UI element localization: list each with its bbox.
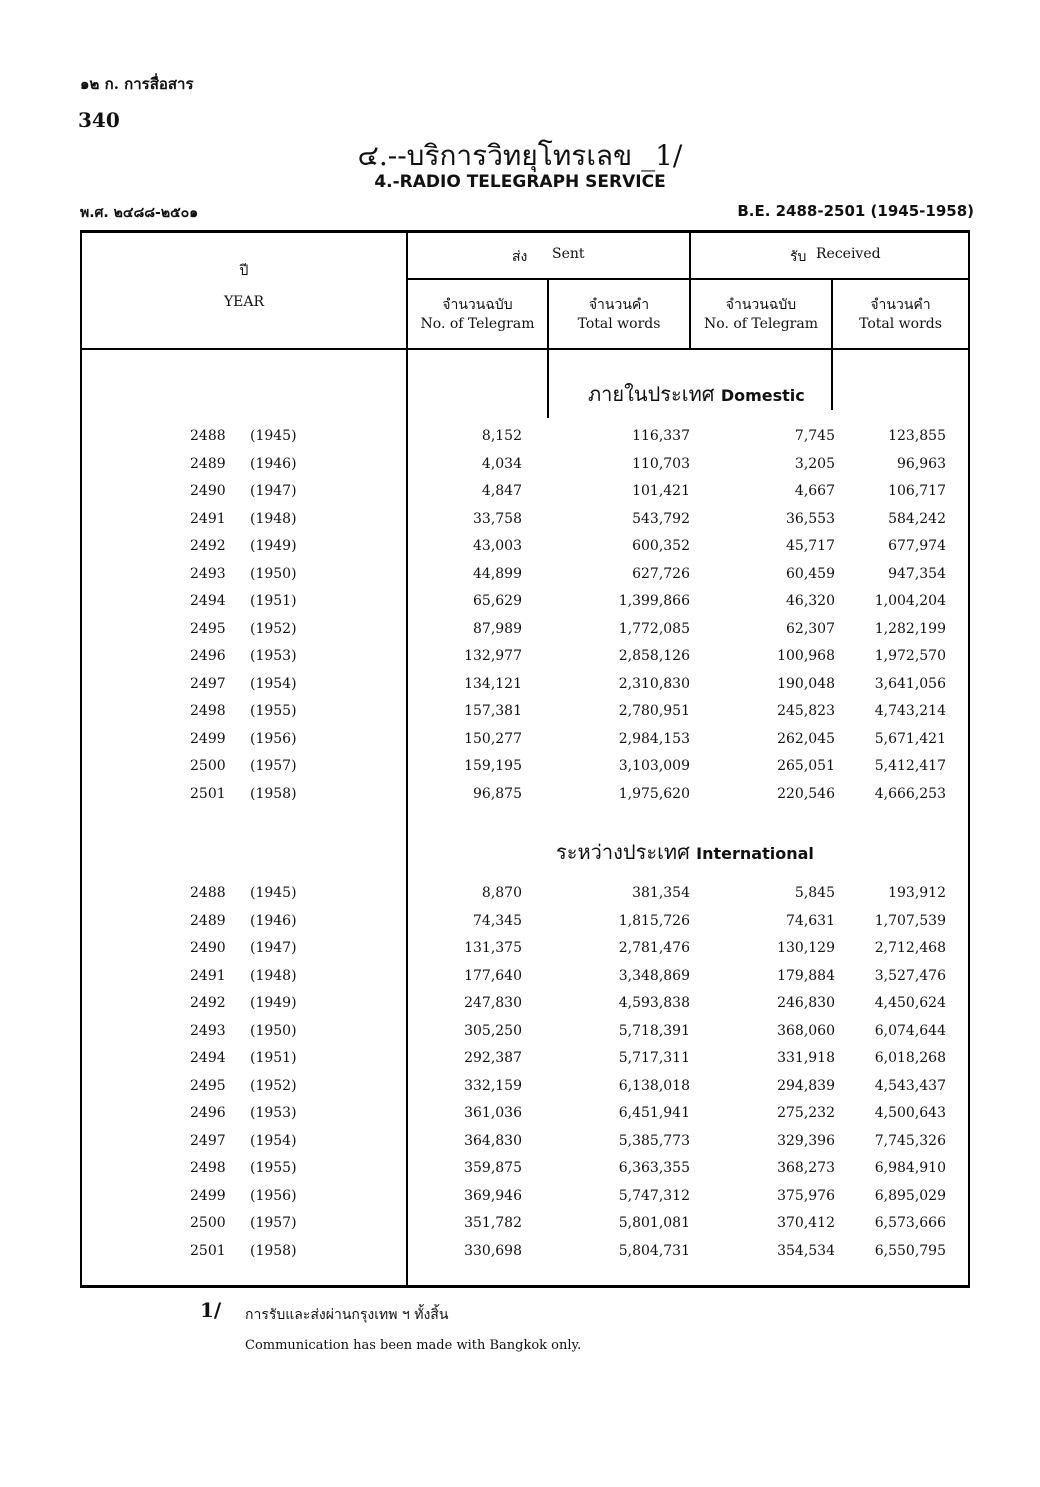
- table-row: [80, 968, 970, 995]
- cell-sent-words: 3,103,009: [618, 758, 690, 774]
- table-row: [80, 511, 970, 538]
- cell-received-telegram: 275,232: [777, 1105, 835, 1121]
- rule-subheader: [406, 278, 968, 280]
- cell-received-words: 3,527,476: [874, 967, 946, 984]
- cell-received-telegram: 46,320: [786, 593, 835, 609]
- cell-received-words: 3,641,056: [874, 675, 946, 692]
- header-received-telegram-thai: จำนวนฉบับ: [725, 297, 797, 313]
- header-year: [82, 262, 406, 312]
- rule-header-bottom: [82, 348, 968, 350]
- cell-year-ad: (1952): [250, 620, 297, 637]
- cell-sent-telegram: 292,387: [464, 1050, 522, 1066]
- cell-year-be: 2495: [190, 1077, 226, 1094]
- cell-sent-telegram: 351,782: [464, 1215, 522, 1231]
- cell-received-words: 1,004,204: [874, 593, 946, 609]
- table-row: [80, 758, 970, 785]
- cell-sent-words: 5,747,312: [618, 1187, 690, 1204]
- table-row: [80, 731, 970, 758]
- header-sent-words: [549, 296, 689, 334]
- cell-year-ad: (1958): [250, 785, 297, 802]
- cell-sent-words: 5,717,311: [618, 1050, 690, 1066]
- cell-sent-words: 4,593,838: [618, 995, 690, 1011]
- cell-year-be: 2492: [190, 995, 226, 1011]
- cell-year-be: 2497: [190, 675, 226, 692]
- cell-sent-words: 2,781,476: [618, 940, 690, 956]
- cell-received-telegram: 329,396: [777, 1132, 835, 1149]
- cell-received-telegram: 354,534: [777, 1242, 835, 1259]
- cell-received-telegram: 4,667: [794, 483, 835, 499]
- table-row: [80, 703, 970, 730]
- table-row: [80, 885, 970, 912]
- cell-year-ad: (1956): [250, 730, 297, 747]
- cell-received-telegram: 60,459: [786, 565, 835, 582]
- cell-received-words: 6,984,910: [874, 1160, 946, 1176]
- cell-year-be: 2493: [190, 1022, 226, 1039]
- cell-year-be: 2491: [190, 967, 226, 984]
- cell-year-ad: (1948): [250, 510, 297, 527]
- table-row: [80, 1188, 970, 1215]
- cell-received-words: 2,712,468: [874, 940, 946, 956]
- cell-sent-words: 110,703: [632, 455, 690, 472]
- cell-year-ad: (1955): [250, 1160, 297, 1176]
- cell-year-ad: (1954): [250, 675, 297, 692]
- cell-received-words: 5,671,421: [874, 730, 946, 747]
- table-row: [80, 593, 970, 620]
- era-thai: พ.ศ. ๒๔๘๘-๒๕๐๑: [80, 205, 199, 221]
- header-received-telegram: [691, 296, 831, 334]
- cell-received-telegram: 3,205: [794, 455, 835, 472]
- cell-sent-telegram: 44,899: [473, 565, 522, 582]
- cell-sent-words: 2,310,830: [618, 675, 690, 692]
- table-row: [80, 566, 970, 593]
- cell-year-be: 2497: [190, 1132, 226, 1149]
- cell-sent-telegram: 65,629: [473, 593, 522, 609]
- cell-year-ad: (1948): [250, 967, 297, 984]
- cell-sent-telegram: 4,034: [481, 455, 522, 472]
- cell-sent-words: 2,858,126: [618, 648, 690, 664]
- cell-sent-words: 6,451,941: [618, 1105, 690, 1121]
- header-received-thai: รับ: [790, 249, 807, 265]
- cell-sent-telegram: 8,870: [481, 885, 522, 901]
- cell-received-telegram: 262,045: [777, 730, 835, 747]
- cell-sent-words: 381,354: [632, 885, 690, 901]
- table-row: [80, 1078, 970, 1105]
- table-row: [80, 621, 970, 648]
- cell-received-telegram: 130,129: [777, 940, 835, 956]
- cell-received-words: 123,855: [888, 428, 946, 444]
- cell-sent-telegram: 134,121: [464, 675, 522, 692]
- cell-year-be: 2490: [190, 940, 226, 956]
- cell-year-be: 2493: [190, 565, 226, 582]
- header-received-en: Received: [816, 246, 881, 262]
- footnote-thai: การรับและส่งผ่านกรุงเทพ ฯ ทั้งสิ้น: [245, 1307, 449, 1323]
- cell-sent-telegram: 332,159: [464, 1077, 522, 1094]
- footnote-english: Communication has been made with Bangkok only.: [245, 1338, 582, 1353]
- cell-received-telegram: 100,968: [777, 648, 835, 664]
- cell-sent-words: 5,801,081: [618, 1215, 690, 1231]
- cell-sent-telegram: 4,847: [481, 483, 522, 499]
- cell-year-be: 2488: [190, 428, 226, 444]
- cell-sent-words: 2,780,951: [618, 703, 690, 719]
- cell-year-be: 2501: [190, 1242, 226, 1259]
- table-row: [80, 428, 970, 455]
- cell-year-ad: (1950): [250, 1022, 297, 1039]
- cell-received-telegram: 368,060: [777, 1022, 835, 1039]
- cell-sent-words: 1,815,726: [618, 912, 690, 929]
- cell-received-telegram: 5,845: [794, 885, 835, 901]
- cell-received-telegram: 331,918: [777, 1050, 835, 1066]
- cell-sent-telegram: 364,830: [464, 1132, 522, 1149]
- header-sent-telegram-thai: จำนวนฉบับ: [442, 297, 513, 313]
- cell-sent-telegram: 87,989: [473, 620, 522, 637]
- cell-year-be: 2488: [190, 885, 226, 901]
- cell-sent-telegram: 369,946: [464, 1187, 522, 1204]
- cell-received-words: 106,717: [888, 483, 946, 499]
- cell-year-ad: (1957): [250, 758, 297, 774]
- title-thai: ๔.--บริการวิทยุโทรเลข _1/: [357, 139, 683, 172]
- cell-received-words: 5,412,417: [874, 758, 946, 774]
- table-row: [80, 538, 970, 565]
- table-row: [80, 1215, 970, 1242]
- cell-received-telegram: 220,546: [777, 785, 835, 802]
- cell-sent-telegram: 330,698: [464, 1242, 522, 1259]
- cell-sent-words: 5,385,773: [618, 1132, 690, 1149]
- table-row: [80, 913, 970, 940]
- header-received-words-thai: จำนวนคำ: [870, 297, 931, 313]
- cell-sent-words: 627,726: [632, 565, 690, 582]
- cell-received-telegram: 62,307: [786, 620, 835, 637]
- cell-received-words: 4,666,253: [874, 785, 946, 802]
- cell-received-telegram: 36,553: [786, 510, 835, 527]
- cell-year-be: 2492: [190, 538, 226, 554]
- table-row: [80, 1133, 970, 1160]
- divider-body-sent: [547, 350, 549, 418]
- header-received-words: [833, 296, 968, 334]
- cell-received-words: 6,895,029: [874, 1187, 946, 1204]
- cell-received-telegram: 294,839: [777, 1077, 835, 1094]
- cell-received-telegram: 375,976: [777, 1187, 835, 1204]
- cell-year-be: 2494: [190, 593, 226, 609]
- cell-sent-telegram: 8,152: [481, 428, 522, 444]
- cell-received-words: 677,974: [888, 538, 946, 554]
- cell-year-ad: (1945): [250, 428, 297, 444]
- cell-sent-words: 1,399,866: [618, 593, 690, 609]
- cell-sent-telegram: 159,195: [464, 758, 522, 774]
- cell-year-ad: (1951): [250, 1050, 297, 1066]
- cell-year-ad: (1953): [250, 648, 297, 664]
- cell-received-words: 1,707,539: [874, 912, 946, 929]
- cell-year-ad: (1957): [250, 1215, 297, 1231]
- table-row: [80, 1050, 970, 1077]
- cell-received-words: 6,573,666: [874, 1215, 946, 1231]
- cell-sent-telegram: 96,875: [473, 785, 522, 802]
- cell-received-words: 7,745,326: [874, 1132, 946, 1149]
- table-row: [80, 1243, 970, 1270]
- header-year-en: YEAR: [223, 294, 265, 310]
- cell-year-ad: (1947): [250, 483, 297, 499]
- table-row: [80, 483, 970, 510]
- cell-received-words: 4,450,624: [874, 995, 946, 1011]
- cell-sent-words: 5,718,391: [618, 1022, 690, 1039]
- cell-year-ad: (1954): [250, 1132, 297, 1149]
- table-row: [80, 456, 970, 483]
- cell-year-ad: (1958): [250, 1242, 297, 1259]
- cell-year-ad: (1949): [250, 538, 297, 554]
- cell-year-be: 2498: [190, 703, 226, 719]
- cell-received-telegram: 7,745: [794, 428, 835, 444]
- cell-received-words: 4,743,214: [874, 703, 946, 719]
- section-domestic-thai: ภายในประเทศ: [588, 382, 715, 406]
- cell-year-be: 2501: [190, 785, 226, 802]
- cell-received-telegram: 245,823: [777, 703, 835, 719]
- cell-year-ad: (1947): [250, 940, 297, 956]
- cell-year-be: 2489: [190, 455, 226, 472]
- cell-year-ad: (1953): [250, 1105, 297, 1121]
- cell-year-ad: (1946): [250, 912, 297, 929]
- cell-received-words: 6,550,795: [874, 1242, 946, 1259]
- cell-year-be: 2496: [190, 1105, 226, 1121]
- section-international-en: International: [696, 844, 814, 863]
- section-domestic-en: Domestic: [720, 386, 805, 405]
- cell-received-telegram: 74,631: [786, 912, 835, 929]
- cell-year-ad: (1949): [250, 995, 297, 1011]
- cell-sent-words: 116,337: [632, 428, 690, 444]
- cell-sent-words: 3,348,869: [618, 967, 690, 984]
- cell-sent-words: 600,352: [632, 538, 690, 554]
- title-english: 4.-RADIO TELEGRAPH SERVICE: [374, 172, 666, 192]
- header-sent-words-en: Total words: [577, 316, 661, 332]
- header-sent-words-thai: จำนวนคำ: [588, 297, 650, 313]
- cell-year-ad: (1945): [250, 885, 297, 901]
- section-mark: ๑๒ ก. การสื่อสาร: [80, 75, 194, 93]
- cell-received-words: 96,963: [897, 455, 946, 472]
- section-title-international: [556, 836, 856, 868]
- cell-received-telegram: 190,048: [777, 675, 835, 692]
- cell-sent-words: 543,792: [632, 510, 690, 527]
- cell-year-be: 2495: [190, 620, 226, 637]
- cell-year-ad: (1946): [250, 455, 297, 472]
- header-sent-telegram-en: No. of Telegram: [420, 316, 535, 332]
- cell-sent-telegram: 361,036: [464, 1105, 522, 1121]
- table-row: [80, 786, 970, 813]
- cell-sent-words: 5,804,731: [618, 1242, 690, 1259]
- cell-sent-telegram: 177,640: [464, 967, 522, 984]
- cell-received-telegram: 246,830: [777, 995, 835, 1011]
- table-row: [80, 648, 970, 675]
- cell-sent-telegram: 74,345: [473, 912, 522, 929]
- era-english: B.E. 2488-2501 (1945-1958): [737, 202, 974, 220]
- cell-year-be: 2499: [190, 730, 226, 747]
- cell-year-ad: (1952): [250, 1077, 297, 1094]
- cell-sent-words: 1,975,620: [618, 785, 690, 802]
- cell-year-be: 2490: [190, 483, 226, 499]
- cell-sent-telegram: 150,277: [464, 730, 522, 747]
- cell-received-words: 6,018,268: [874, 1050, 946, 1066]
- cell-received-telegram: 368,273: [777, 1160, 835, 1176]
- section-title-domestic: [588, 378, 888, 410]
- table-row: [80, 940, 970, 967]
- cell-sent-words: 6,363,355: [618, 1160, 690, 1176]
- cell-received-words: 584,242: [888, 510, 946, 527]
- cell-year-ad: (1950): [250, 565, 297, 582]
- cell-sent-telegram: 43,003: [473, 538, 522, 554]
- cell-received-words: 1,972,570: [874, 648, 946, 664]
- cell-received-words: 6,074,644: [874, 1022, 946, 1039]
- footnote-mark: 1/: [200, 1298, 222, 1322]
- cell-received-words: 1,282,199: [874, 620, 946, 637]
- cell-year-be: 2489: [190, 912, 226, 929]
- header-received-telegram-en: No. of Telegram: [704, 316, 818, 332]
- table-row: [80, 676, 970, 703]
- cell-year-be: 2500: [190, 1215, 226, 1231]
- cell-sent-telegram: 247,830: [464, 995, 522, 1011]
- header-received-words-en: Total words: [859, 316, 942, 332]
- cell-received-words: 947,354: [888, 565, 946, 582]
- cell-received-telegram: 265,051: [777, 758, 835, 774]
- cell-year-be: 2498: [190, 1160, 226, 1176]
- cell-year-ad: (1955): [250, 703, 297, 719]
- cell-sent-telegram: 305,250: [464, 1022, 522, 1039]
- cell-year-ad: (1951): [250, 593, 297, 609]
- header-sent-en: Sent: [552, 246, 585, 262]
- cell-sent-telegram: 33,758: [473, 510, 522, 527]
- cell-sent-words: 2,984,153: [618, 730, 690, 747]
- cell-received-words: 193,912: [888, 885, 946, 901]
- cell-sent-telegram: 132,977: [464, 648, 522, 664]
- cell-year-be: 2499: [190, 1187, 226, 1204]
- cell-received-telegram: 45,717: [786, 538, 835, 554]
- cell-sent-words: 6,138,018: [618, 1077, 690, 1094]
- cell-year-be: 2496: [190, 648, 226, 664]
- table-row: [80, 1023, 970, 1050]
- cell-received-words: 4,500,643: [874, 1105, 946, 1121]
- cell-sent-words: 101,421: [632, 483, 690, 499]
- cell-year-be: 2500: [190, 758, 226, 774]
- cell-year-be: 2491: [190, 510, 226, 527]
- cell-received-telegram: 179,884: [777, 967, 835, 984]
- header-sent-telegram: [408, 296, 547, 334]
- cell-received-telegram: 370,412: [777, 1215, 835, 1231]
- cell-year-be: 2494: [190, 1050, 226, 1066]
- table-row: [80, 995, 970, 1022]
- cell-received-words: 4,543,437: [874, 1077, 946, 1094]
- table-row: [80, 1160, 970, 1187]
- header-sent-thai: ส่ง: [512, 249, 528, 265]
- cell-sent-telegram: 131,375: [464, 940, 522, 956]
- page-number: 340: [78, 108, 120, 132]
- cell-sent-telegram: 157,381: [464, 703, 522, 719]
- cell-sent-telegram: 359,875: [464, 1160, 522, 1176]
- cell-year-ad: (1956): [250, 1187, 297, 1204]
- cell-sent-words: 1,772,085: [618, 620, 690, 637]
- header-year-thai: ปี: [239, 263, 249, 279]
- table-row: [80, 1105, 970, 1132]
- section-international-thai: ระหว่างประเทศ: [556, 840, 690, 864]
